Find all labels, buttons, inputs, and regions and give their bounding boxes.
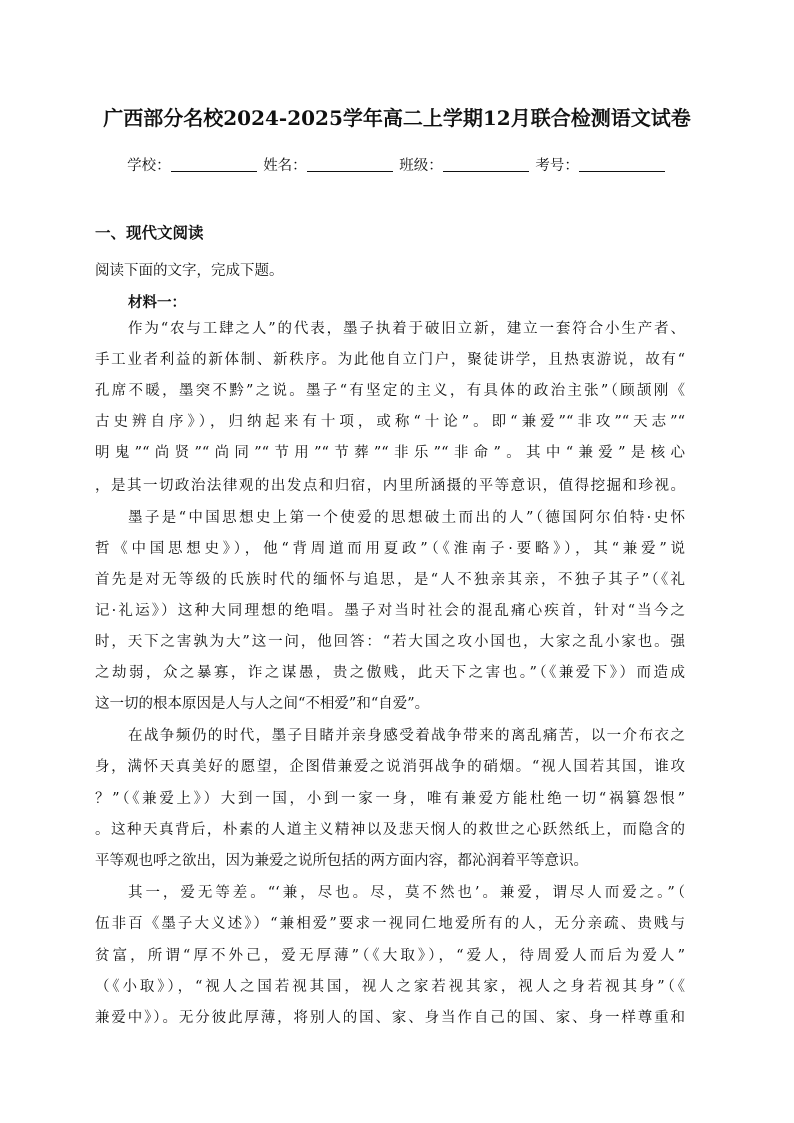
text-line: 作为“农与工肆之人”的代表，墨子执着于破旧立新，建立一套符合小生产者、 [128, 321, 685, 337]
text-line: 兼爱中》）。无分彼此厚薄，将别人的国、家、身当作自己的国、家、身一样尊重和 [95, 1010, 685, 1026]
text-line: （《小取》），“视人之国若视其国，视人之家若视其家，视人之身若视其身”（《 [95, 979, 685, 995]
text-line: 手工业者利益的新体制、新秩序。为此他自立门户，聚徒讲学，且热衷游说，故有“ [95, 352, 685, 368]
text-line: 墨子是“中国思想史上第一个使爱的思想破土而出的人”（德国阿尔伯特·史怀 [128, 510, 685, 526]
text-line: 。这种天真背后，朴素的人道主义精神以及悲天悯人的救世之心跃然纸上，而隐含的 [95, 822, 685, 838]
reading-instruction: 阅读下面的文字，完成下题。 [95, 263, 284, 279]
class-blank[interactable] [443, 157, 529, 172]
text-line: 首先是对无等级的氏族时代的缅怀与追思，是“人不独亲其亲，不独子其子”（《礼 [95, 572, 685, 588]
text-line: ，是其一切政治法律观的出发点和归宿，内里所涵摄的平等意识，值得挖掘和珍视。 [95, 478, 685, 494]
text-line: 之劫弱，众之暴寡，诈之谋愚，贵之傲贱，此天下之害也。”（《兼爱下》）而造成 [95, 665, 685, 681]
text-line: 明鬼”“尚贤”“尚同”“节用”“节葬”“非乐”“非命”。其中“兼爱”是核心 [95, 445, 685, 461]
text-line: ？”（《兼爱上》）大到一国，小到一家一身，唯有兼爱方能杜绝一切“祸篡怨恨” [95, 791, 685, 807]
student-info-line [0, 154, 794, 175]
text-line: 身，满怀天真美好的愿望，企图借兼爱之说消弭战争的硝烟。“视人国若其国，谁攻 [95, 759, 685, 775]
text-line: 记·礼运》）这种大同理想的绝唱。墨子对当时社会的混乱痛心疾首，针对“当今之 [95, 603, 685, 619]
exam-title: 广西部分名校2024-2025学年高二上学期12月联合检测语文试卷 [103, 106, 691, 130]
school-blank[interactable] [171, 157, 257, 172]
text-line: 贫富，所谓“厚不外己，爱无厚薄”（《大取》），“爱人，待周爱人而后为爱人” [95, 948, 685, 964]
text-line: 这一切的根本原因是人与人之间“不相爱”和“自爱”。 [95, 696, 430, 712]
name-blank[interactable] [307, 157, 393, 172]
school-label: 学校： [127, 158, 171, 174]
text-line: 哲《中国思想史》），他“背周道而用夏政”（《淮南子·要略》），其“兼爱”说 [95, 541, 685, 557]
material-label: 材料一： [128, 294, 186, 311]
text-line: 古史辨自序》），归纳起来有十项，或称“十论”。即“兼爱”“非攻”“天志”“ [95, 414, 685, 430]
text-line: 孔席不暖，墨突不黔”之说。墨子“有坚定的主义，有具体的政治主张”（顾颉刚《 [95, 383, 685, 399]
section-title: 一、现代文阅读 [95, 223, 204, 242]
text-line: 时，天下之害孰为大”这一问，他回答：“若大国之攻小国也，大家之乱小家也。强 [95, 634, 685, 650]
text-line: 其一，爱无等差。“‘兼，尽也。尽，莫不然也’。兼爱，谓尽人而爱之。”（ [128, 885, 685, 901]
text-line: 伍非百《墨子大义述》）“兼相爱”要求一视同仁地爱所有的人，无分亲疏、贵贱与 [95, 916, 685, 932]
name-label: 姓名： [263, 158, 307, 174]
number-blank[interactable] [579, 157, 665, 172]
class-label: 班级： [399, 158, 443, 174]
text-line: 在战争频仍的时代，墨子目睹并亲身感受着战争带来的离乱痛苦，以一介布衣之 [128, 728, 685, 744]
text-line: 平等观也呼之欲出，因为兼爱之说所包括的两方面内容，都沁润着平等意识。 [95, 853, 588, 869]
number-label: 考号： [535, 158, 579, 174]
